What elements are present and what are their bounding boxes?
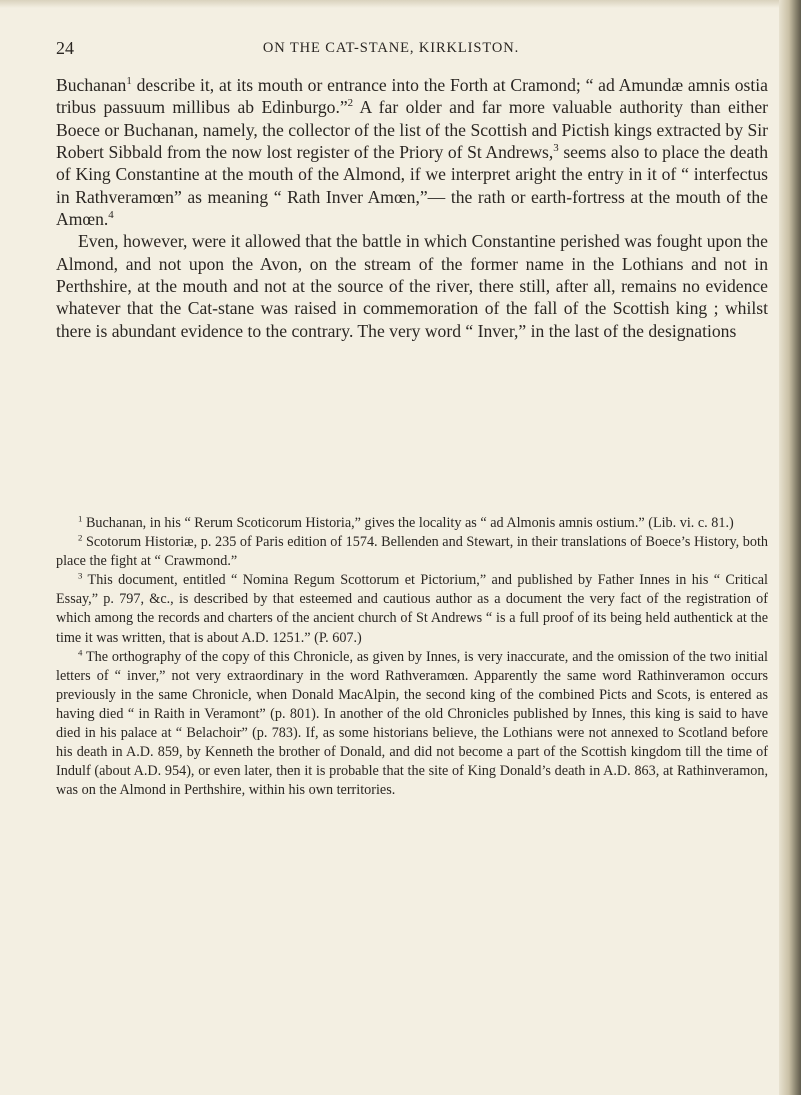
footnotes xyxy=(56,514,768,800)
body-paragraph-2: Even, however, were it allowed that the battle in which Constantine perished was fought upon the Almond, and not upon the Avon, on the stream of the former name in the Lothians and not in Perthshire, at the mouth and not at the source of the river, there still, after all, remains no evidence whatever that the Cat-stane was raised in commemoration of the fall of the Scottish king ; whilst there is abundant evidence to the contrary. The very word “ Inver,” in the last of the designations xyxy=(56,231,768,341)
footnote-text: Buchanan, in his “ Rerum Scoticorum Historia,” gives the locality as “ ad Almonis amnis ostium.” (Lib. vi. c. 81.) xyxy=(82,515,734,531)
footnote-marker: 3 xyxy=(78,570,83,581)
footnote-marker: 4 xyxy=(78,646,83,657)
footnote-2 xyxy=(56,533,768,571)
body-text xyxy=(56,74,768,342)
page-number: 24 xyxy=(56,38,74,58)
footnote-marker: 2 xyxy=(78,532,83,543)
text-run: seems also to place the death of King Constantine at the mouth of the Almond, if we interpret aright the entry in it of “ interfectus in Rathveramœn” as meaning “ Rath Inver Amœn,”— the rath or earth-fortress at the mouth of the Amœn. xyxy=(56,142,768,230)
body-paragraph-1 xyxy=(56,74,768,230)
footnote-marker: 1 xyxy=(78,513,83,524)
footnote-ref-4: 4 xyxy=(108,209,114,222)
footnote-text: The orthography of the copy of this Chronicle, as given by Innes, is very inaccurate, and the omission of the two initial letters of “ inver,” not very extraordinary in the word Rathveramœn. Apparently the same word Rathinveramon occurs previously in the same Chronicle, when Donald MacAlpin, the second king of the combined Picts and Scots, is entered as having died “ in Raith in Veramont” (p. 801). In another of the old Chronicles published by Innes, this king is said to have died in his palace at “ Belachoir” (p. 783). If, as some historians believe, the Lothians were not annexed to Scotland before his death in A.D. 859, by Kenneth the brother of Donald, and did not become a part of the Scottish kingdom till the time of Indulf (about A.D. 954), or even later, then it is probable that the site of King Donald’s death in A.D. 863, at Rathinveramon, was on the Almond in Perthshire, within his own territories. xyxy=(56,648,768,799)
page-header xyxy=(56,38,726,62)
text-run: A far older and far more valuable authority than either Boece or Buchanan, namely, the collector of the list of the Scottish and Pictish kings extracted by Sir Robert Sibbald from the now lost register of the Priory of St Andrews, xyxy=(56,97,768,163)
page-top-shadow xyxy=(0,0,801,8)
footnote-ref-1: 1 xyxy=(126,75,132,88)
footnote-3 xyxy=(56,571,768,647)
running-title: ON THE CAT-STANE, KIRKLISTON. xyxy=(262,40,520,56)
footnote-text: This document, entitled “ Nomina Regum Scottorum et Pictorium,” and published by Father Innes in his “ Critical Essay,” p. 797, &c., is described by that esteemed and cautious author as a document the very fact of the registration of which among the records and charters of the ancient church of St Andrews “ is a full proof of its being held authentick at the time it was written, that is about A.D. 1251.” (P. 607.) xyxy=(56,572,768,646)
book-binding-edge xyxy=(779,0,801,1095)
footnote-ref-2: 2 xyxy=(347,97,354,110)
footnote-4 xyxy=(56,648,768,801)
footnote-1 xyxy=(56,514,768,533)
text-run: describe it, at its mouth or entrance into the Forth at Cramond; “ ad Amundæ amnis ostia tribus passuum millibus ab Edinburgo.” xyxy=(56,75,768,118)
footnote-ref-3: 3 xyxy=(553,142,559,155)
text-run: Buchanan xyxy=(56,75,127,95)
footnote-text: Scotorum Historiæ, p. 235 of Paris edition of 1574. Bellenden and Stewart, in their translations of Boece’s History, both place the fight at “ Crawmond.” xyxy=(56,534,768,570)
